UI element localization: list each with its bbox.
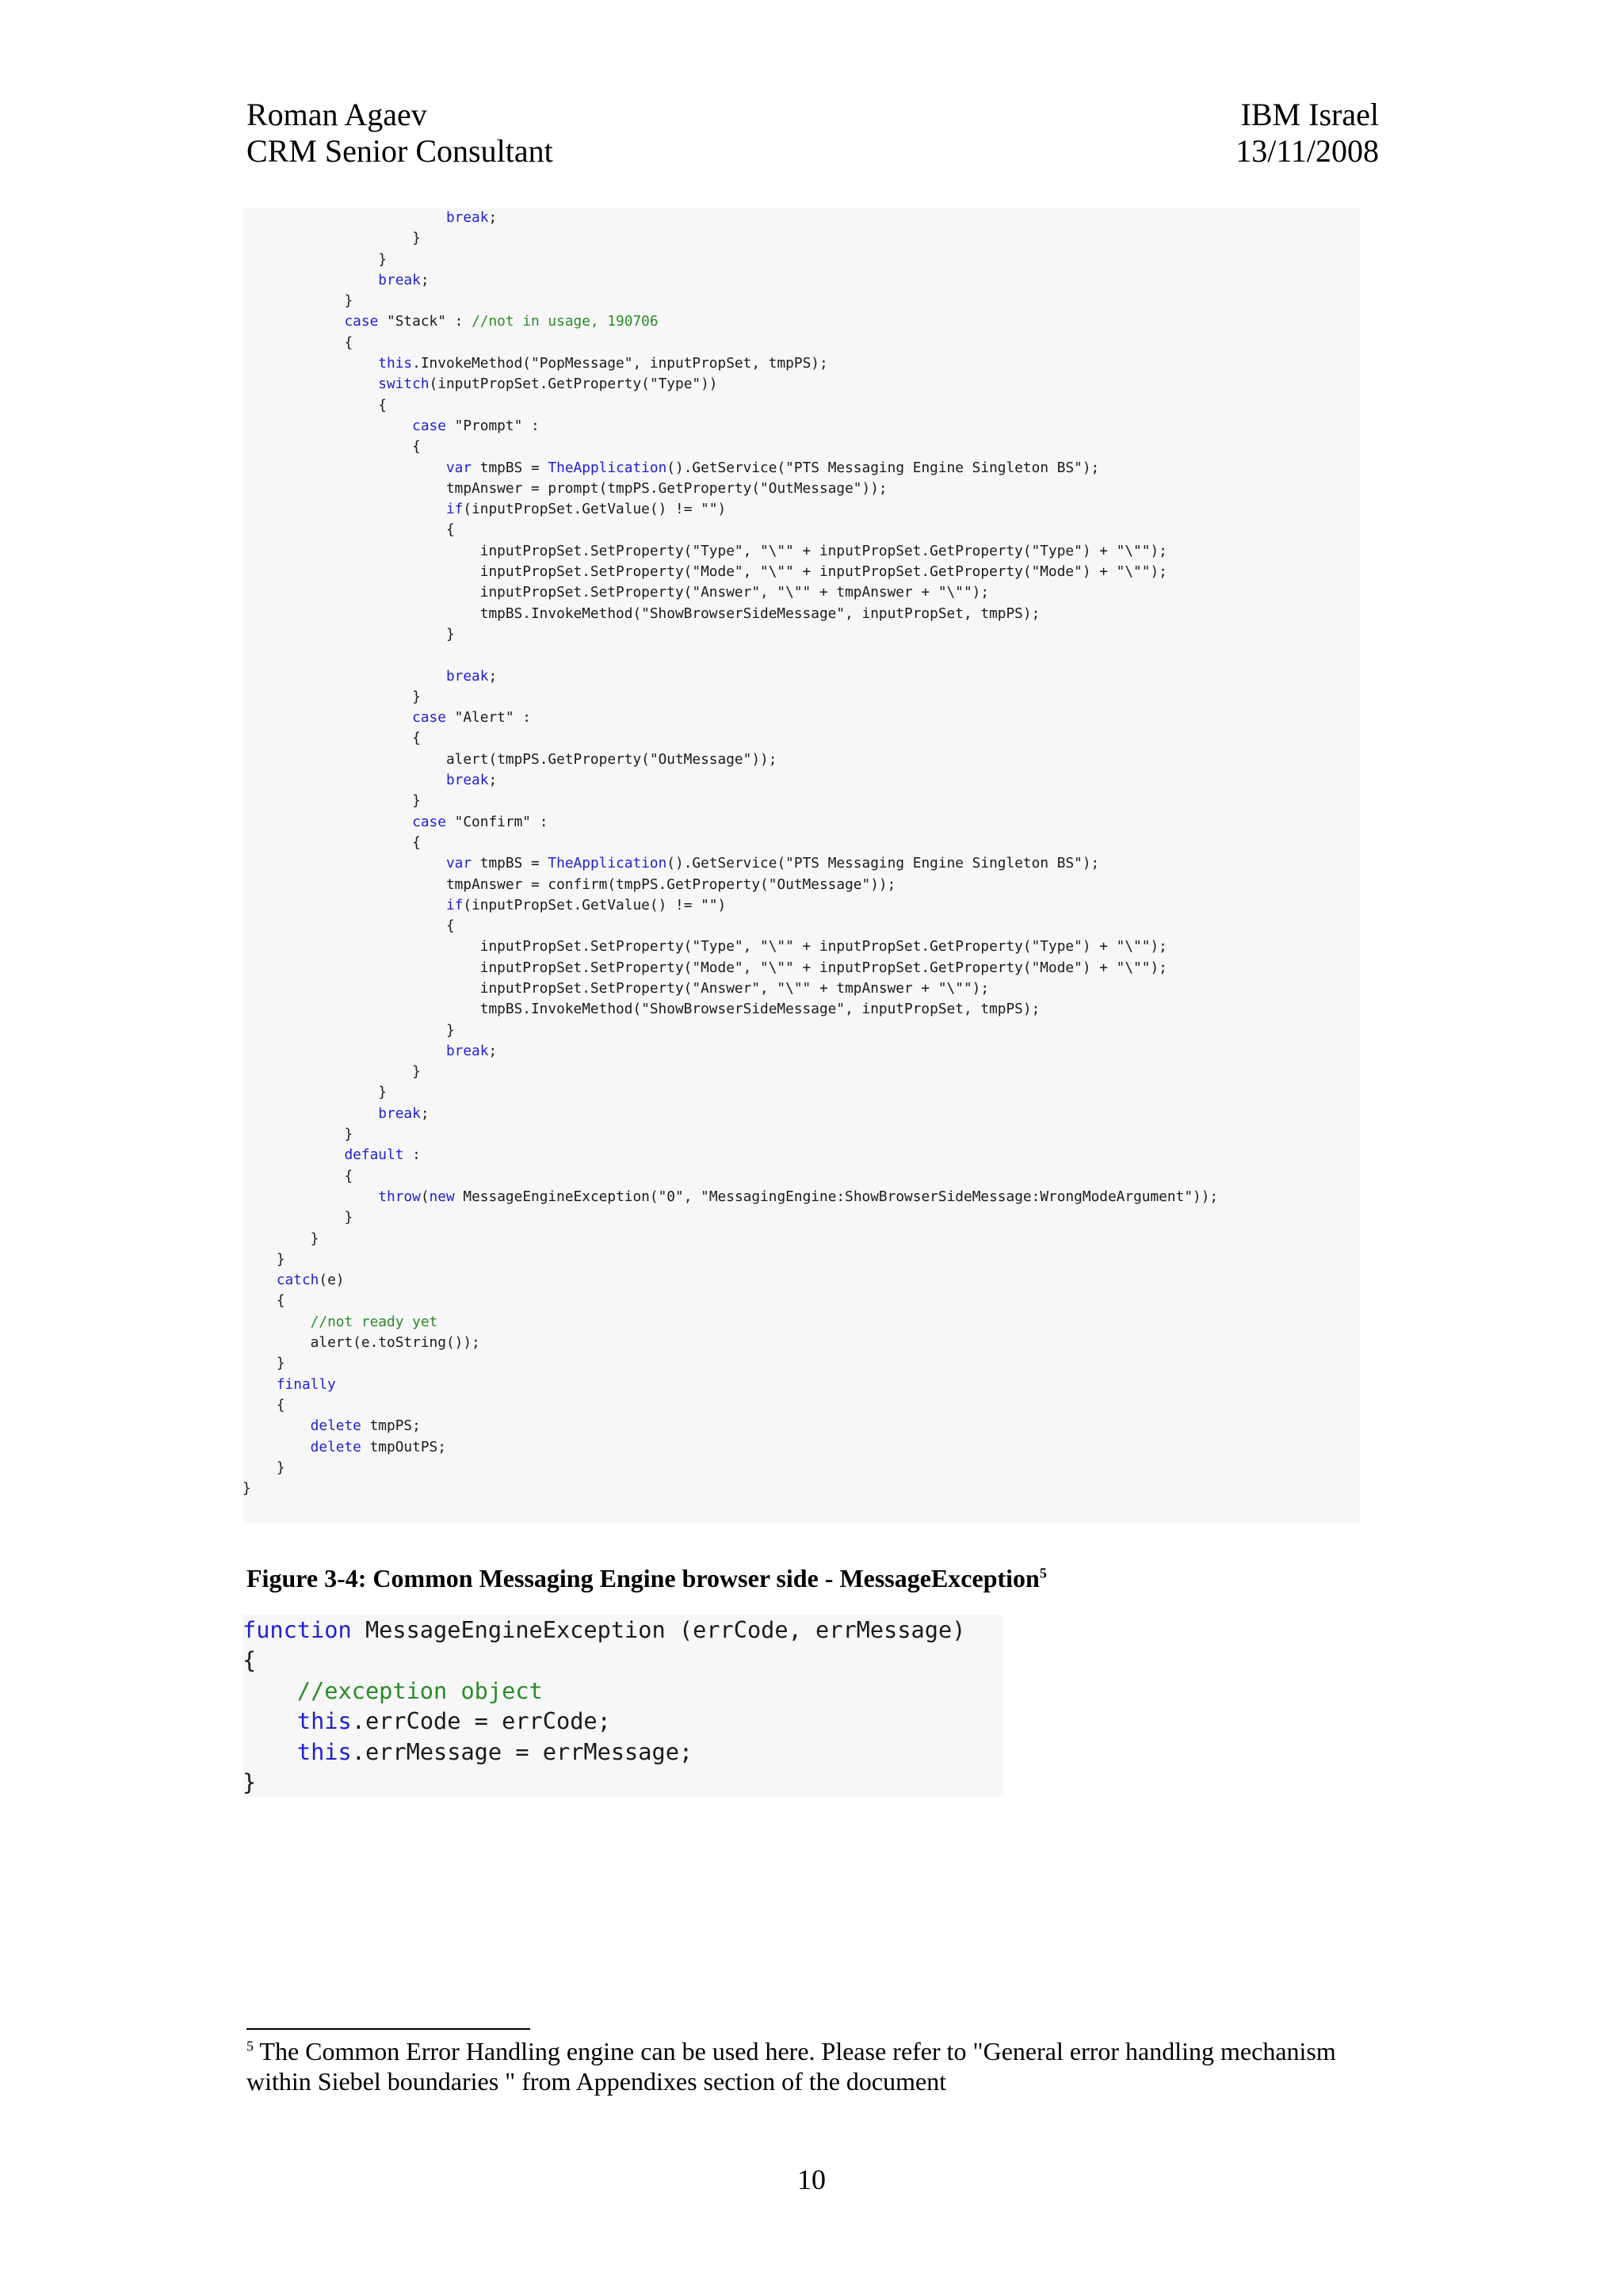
code-text: "Alert" :: [445, 709, 531, 727]
code-text: tmpBS =: [472, 855, 548, 872]
code-line: [242, 374, 1360, 395]
code-line: [242, 499, 1360, 520]
code-line: [242, 728, 1360, 749]
code-line: [242, 270, 1360, 291]
code-text: tmpBS =: [472, 459, 548, 476]
code-keyword: finally: [276, 1375, 336, 1393]
code-text: }: [242, 1480, 251, 1497]
code-line: [242, 604, 1360, 624]
code-listing-main: [242, 208, 1360, 1523]
code-text: .errMessage = errMessage;: [351, 1737, 693, 1765]
code-text: MessageEngineException (errCode, errMessage): [351, 1616, 966, 1643]
code-line: [242, 1312, 1360, 1333]
code-text: "Stack" :: [378, 313, 472, 330]
code-line: [242, 1767, 1003, 1797]
code-line: [242, 1291, 1360, 1311]
code-keyword: if: [445, 501, 464, 518]
code-text: }: [310, 1230, 319, 1247]
code-text: .InvokeMethod("PopMessage", inputPropSet, tmpPS);: [412, 355, 828, 372]
code-keyword: if: [445, 896, 464, 913]
code-line: [242, 1478, 1360, 1499]
code-line: [242, 707, 1360, 728]
code-text: ;: [420, 1104, 430, 1122]
code-text: {: [344, 334, 353, 351]
code-text: {: [344, 1167, 353, 1184]
code-line: [242, 812, 1360, 833]
code-line: [242, 936, 1360, 957]
code-keyword: var: [445, 855, 472, 872]
code-text: {: [242, 1646, 257, 1674]
code-line: [242, 479, 1360, 499]
page-number: 10: [797, 2164, 826, 2195]
code-line: [242, 687, 1360, 707]
code-text: }: [242, 1768, 257, 1795]
code-text: :: [403, 1146, 421, 1164]
code-line: [242, 1124, 1360, 1145]
footnote: [246, 2036, 1372, 2096]
code-text: inputPropSet.SetProperty("Mode", "\"" + inputPropSet.GetProperty("Mode") + "\"");: [479, 959, 1167, 976]
document-date: 13/11/2008: [1235, 133, 1379, 169]
code-line: [242, 1333, 1360, 1353]
code-text: tmpPS;: [361, 1417, 421, 1435]
code-text: }: [412, 792, 421, 810]
code-text: }: [445, 625, 455, 643]
code-line: [242, 666, 1360, 687]
code-text: {: [412, 438, 421, 456]
code-line: [242, 520, 1360, 540]
code-comment: //exception object: [296, 1676, 543, 1704]
code-keyword: delete: [310, 1417, 361, 1435]
code-line: [242, 833, 1360, 853]
code-line: [242, 1416, 1360, 1436]
code-comment: //not in usage, 190706: [472, 313, 659, 330]
code-line: [242, 1615, 1003, 1645]
code-text: {: [276, 1292, 285, 1310]
code-text: "Confirm" :: [445, 813, 548, 830]
code-text: (inputPropSet.GetValue() != ""): [463, 501, 727, 518]
code-line: [242, 791, 1360, 811]
code-text: (: [420, 1188, 430, 1205]
code-line: [242, 1249, 1360, 1270]
code-text: MessageEngineException("0", "MessagingEngine:ShowBrowserSideMessage:WrongModeArgument"));: [454, 1188, 1219, 1205]
code-keyword: case: [412, 813, 446, 830]
code-line: [242, 416, 1360, 437]
code-text: }: [412, 230, 421, 247]
code-line: [242, 1166, 1360, 1187]
code-line: [242, 541, 1360, 562]
code-line: [242, 353, 1360, 374]
code-keyword: break: [378, 271, 421, 288]
code-line: [242, 437, 1360, 457]
code-line: [242, 749, 1360, 770]
code-line: [242, 1187, 1360, 1207]
code-keyword: switch: [378, 376, 430, 393]
code-line: [242, 1229, 1360, 1249]
code-line: [242, 1645, 1003, 1675]
code-keyword: break: [445, 209, 489, 226]
code-keyword: catch: [276, 1272, 319, 1289]
code-text: }: [344, 1209, 353, 1226]
code-line: [242, 1375, 1360, 1395]
code-keyword: new: [429, 1188, 455, 1205]
code-text: ;: [420, 271, 430, 288]
code-line: [242, 291, 1360, 311]
code-text: inputPropSet.SetProperty("Answer", "\"" + tmpAnswer + "\"");: [479, 584, 990, 601]
code-text: alert(e.toString());: [310, 1334, 480, 1352]
code-text: }: [344, 1126, 353, 1143]
code-text: inputPropSet.SetProperty("Type", "\"" + inputPropSet.GetProperty("Type") + "\"");: [479, 938, 1167, 955]
code-text: (e): [319, 1272, 345, 1289]
code-line: [242, 978, 1360, 999]
code-line: [242, 624, 1360, 645]
company-name: IBM Israel: [1240, 97, 1379, 132]
footnote-number: 5: [246, 2038, 254, 2054]
code-text: ().GetService("PTS Messaging Engine Singleton BS");: [666, 459, 1100, 476]
code-keyword: break: [445, 772, 489, 789]
code-line: [242, 1353, 1360, 1374]
code-text: tmpAnswer = confirm(tmpPS.GetProperty("OutMessage"));: [445, 875, 896, 893]
code-text: {: [276, 1396, 285, 1413]
code-text: ;: [488, 667, 498, 685]
code-keyword: var: [445, 459, 472, 476]
figure-caption: [246, 1564, 1047, 1593]
code-line: [242, 311, 1360, 332]
code-text: ;: [488, 1042, 498, 1059]
code-keyword: break: [378, 1104, 421, 1122]
code-text: {: [378, 396, 388, 414]
author-role: CRM Senior Consultant: [246, 133, 553, 169]
code-line: [242, 208, 1360, 228]
code-line: [242, 770, 1360, 791]
code-text: }: [344, 292, 353, 310]
code-line: [242, 1676, 1003, 1706]
code-text: .errCode = errCode;: [351, 1707, 611, 1735]
code-keyword: function: [242, 1616, 352, 1643]
code-line: [242, 1270, 1360, 1291]
code-text: "Prompt" :: [445, 417, 540, 434]
code-keyword: TheApplication: [548, 459, 667, 476]
code-keyword: default: [344, 1146, 404, 1164]
code-keyword: this: [296, 1707, 352, 1735]
code-line: [242, 1706, 1003, 1736]
code-text: ;: [488, 772, 498, 789]
code-text: alert(tmpPS.GetProperty("OutMessage"));: [445, 750, 777, 768]
code-text: }: [412, 1063, 421, 1081]
code-listing-exception: [242, 1615, 1003, 1797]
code-line: [242, 395, 1360, 416]
code-text: }: [445, 1021, 455, 1039]
code-keyword: TheApplication: [548, 855, 667, 872]
code-text: (inputPropSet.GetProperty("Type")): [429, 376, 718, 393]
code-text: tmpBS.InvokeMethod("ShowBrowserSideMessage", inputPropSet, tmpPS);: [479, 605, 1041, 622]
code-keyword: throw: [378, 1188, 421, 1205]
code-line: [242, 1145, 1360, 1165]
code-line: [242, 1041, 1360, 1062]
code-line: [242, 895, 1360, 916]
code-keyword: break: [445, 667, 489, 685]
code-text: ;: [488, 209, 498, 226]
code-text: tmpAnswer = prompt(tmpPS.GetProperty("OutMessage"));: [445, 479, 888, 497]
code-line: [242, 875, 1360, 895]
code-text: {: [445, 521, 455, 539]
code-text: }: [412, 688, 421, 705]
code-line: [242, 1437, 1360, 1458]
code-line: [242, 1062, 1360, 1082]
code-keyword: this: [378, 355, 413, 372]
code-line: [242, 228, 1360, 249]
code-keyword: case: [344, 313, 379, 330]
code-line: [242, 1207, 1360, 1228]
code-line: [242, 582, 1360, 603]
code-line: [242, 999, 1360, 1020]
code-text: tmpOutPS;: [361, 1438, 446, 1455]
code-text: }: [276, 1250, 285, 1268]
code-keyword: this: [296, 1737, 352, 1765]
code-text: {: [445, 917, 455, 935]
code-line: [242, 958, 1360, 978]
header-left: [246, 97, 553, 170]
code-keyword: break: [445, 1042, 489, 1059]
code-text: }: [276, 1355, 285, 1372]
code-text: }: [378, 1084, 388, 1101]
code-text: inputPropSet.SetProperty("Answer", "\"" + tmpAnswer + "\"");: [479, 979, 990, 997]
code-text: }: [276, 1459, 285, 1476]
code-line: [242, 562, 1360, 582]
code-text: {: [412, 833, 421, 851]
code-keyword: case: [412, 709, 446, 727]
code-text: ().GetService("PTS Messaging Engine Singleton BS");: [666, 855, 1100, 872]
code-text: (inputPropSet.GetValue() != ""): [463, 896, 727, 913]
code-keyword: delete: [310, 1438, 361, 1455]
code-text: inputPropSet.SetProperty("Mode", "\"" + inputPropSet.GetProperty("Mode") + "\"");: [479, 563, 1167, 581]
author-name: Roman Agaev: [246, 97, 427, 132]
footnote-divider: [246, 2028, 530, 2030]
code-text: }: [378, 250, 388, 268]
code-text: {: [412, 730, 421, 747]
code-comment: //not ready yet: [310, 1313, 438, 1330]
code-line: [242, 1082, 1360, 1103]
code-line: [242, 853, 1360, 874]
header-right: [1235, 97, 1379, 170]
footnote-text: The Common Error Handling engine can be used here. Please refer to "General error handling mechanism within Siebel boundaries " from Appendixes section of the document: [246, 2037, 1336, 2096]
code-line: [242, 1395, 1360, 1416]
code-line: [242, 458, 1360, 479]
code-line: [242, 250, 1360, 270]
code-line: [242, 333, 1360, 353]
code-line: [242, 916, 1360, 936]
code-line: [242, 1737, 1003, 1767]
code-line: [242, 1458, 1360, 1478]
figure-caption-text: Figure 3-4: Common Messaging Engine browser side - MessageException: [246, 1564, 1040, 1592]
code-line: [242, 1020, 1360, 1041]
code-line: [242, 1104, 1360, 1124]
code-line: [242, 645, 1360, 666]
code-keyword: case: [412, 417, 446, 434]
code-text: tmpBS.InvokeMethod("ShowBrowserSideMessage", inputPropSet, tmpPS);: [479, 1001, 1041, 1018]
code-text: inputPropSet.SetProperty("Type", "\"" + inputPropSet.GetProperty("Type") + "\"");: [479, 542, 1167, 559]
footnote-ref: 5: [1039, 1565, 1047, 1581]
